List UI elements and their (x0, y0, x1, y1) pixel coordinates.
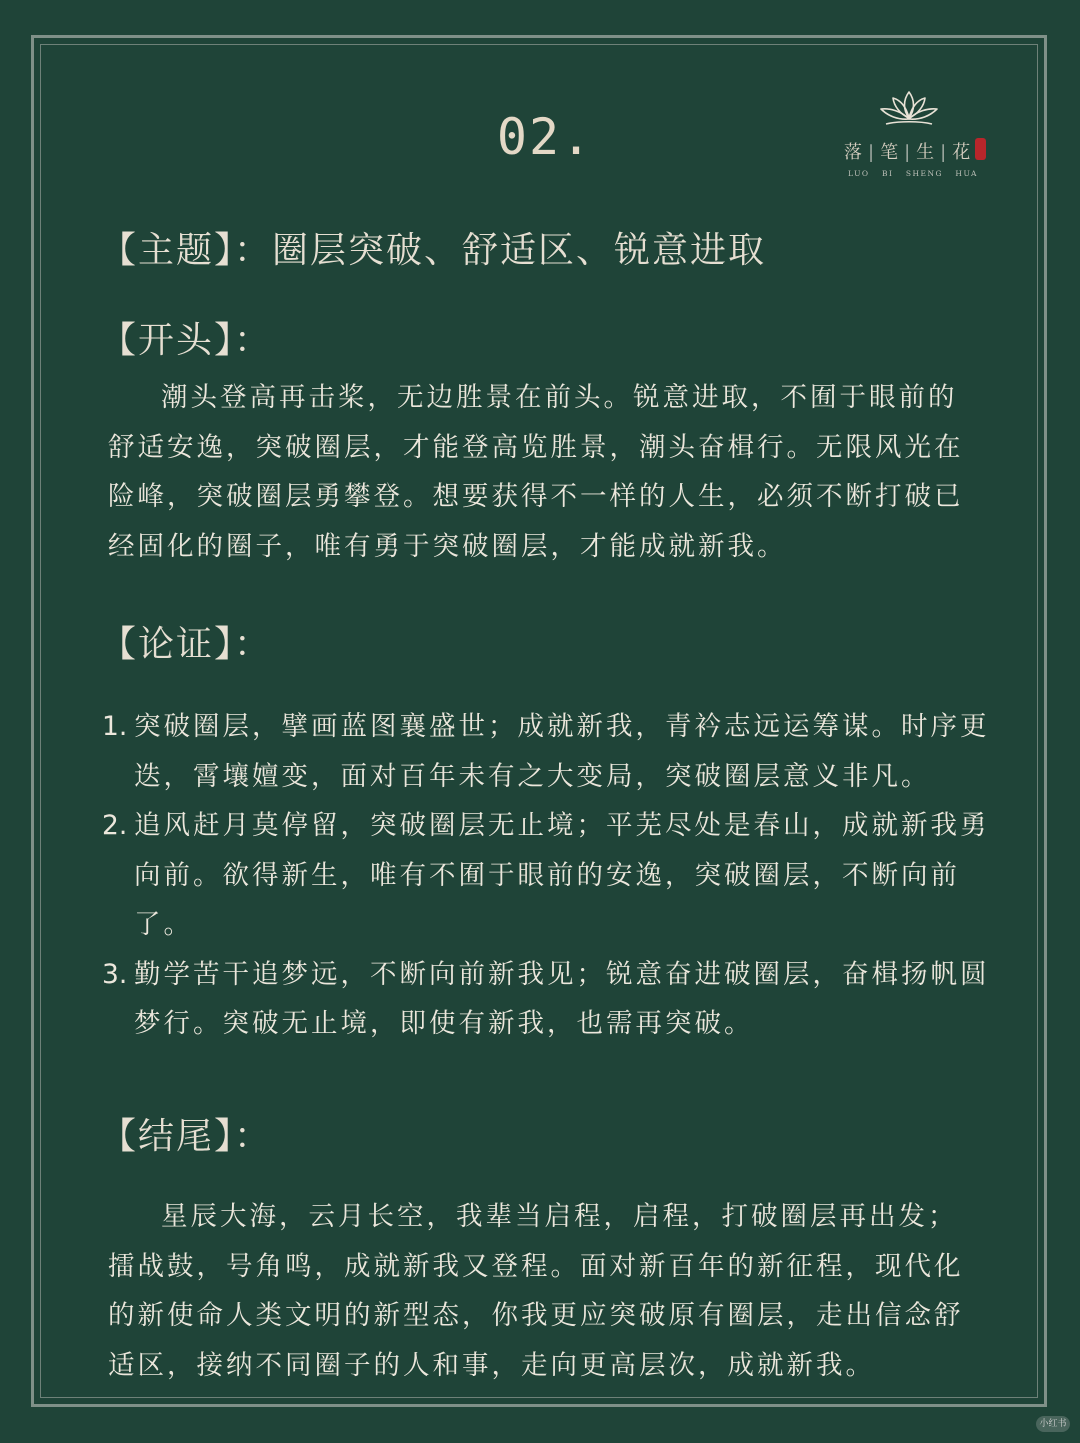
logo-char-1: 落 (844, 142, 863, 163)
page-number: 02. (496, 108, 594, 166)
opening-heading: 【开头】： (100, 320, 273, 361)
argument-heading: 【论证】： (100, 624, 273, 665)
logo-char-3: 生 (916, 142, 936, 163)
argument-list (102, 702, 992, 1049)
watermark: 小红书 (1036, 1416, 1070, 1432)
ending-paragraph: 星辰大海，云月长空，我辈当启程，启程，打破圈层再出发；擂战鼓，号角鸣，成就新我又登程。面对新百年的新征程，现代化的新使命人类文明的新型态，你我更应突破原有圈层，走出信念舒适区，接纳不同圈子的人和事，走向更高层次，成就新我。 (108, 1201, 964, 1381)
list-item (102, 801, 992, 950)
list-item-number: 3. (102, 958, 128, 990)
logo-pinyin (848, 169, 978, 178)
red-seal-stamp (975, 138, 986, 160)
pinyin-2: BI (881, 169, 894, 178)
theme-heading: 【主题】：圈层突破、舒适区、锐意进取 (100, 230, 767, 271)
brand-logo (838, 88, 998, 183)
list-item-text: 勤学苦干追梦远，不断向前新我见；锐意奋进破圈层，奋楫扬帆圆梦行。突破无止境，即使有新我，也需再突破。 (134, 958, 990, 1039)
logo-char-2: 笔 (880, 142, 900, 163)
ending-heading: 【结尾】： (100, 1116, 273, 1157)
list-item (102, 950, 992, 1049)
pinyin-3: SHENG (905, 169, 944, 178)
list-item-number: 2. (102, 810, 128, 841)
logo-title: 落 | 笔 | 生 | 花 (844, 142, 972, 163)
logo-char-4: 花 (952, 142, 972, 163)
pinyin-4: HUA (955, 169, 978, 178)
lotus-icon (876, 88, 942, 130)
list-item-number: 1. (102, 711, 128, 742)
list-item (102, 702, 992, 801)
list-item-text: 突破圈层，擘画蓝图襄盛世；成就新我，青衿志远运筹谋。时序更迭，霄壤嬗变，面对百年未有之大变局，突破圈层意义非凡。 (134, 711, 990, 792)
pinyin-1: LUO (848, 169, 870, 178)
opening-paragraph: 潮头登高再击桨，无边胜景在前头。锐意进取，不囿于眼前的舒适安逸，突破圈层，才能登高览胜景，潮头奋楫行。无限风光在险峰，突破圈层勇攀登。想要获得不一样的人生，必须不断打破已经固化的圈子，唯有勇于突破圈层，才能成就新我。 (108, 382, 964, 562)
list-item-text: 追风赶月莫停留，突破圈层无止境；平芜尽处是春山，成就新我勇向前。欲得新生，唯有不囿于眼前的安逸，突破圈层，不断向前了。 (134, 810, 990, 940)
